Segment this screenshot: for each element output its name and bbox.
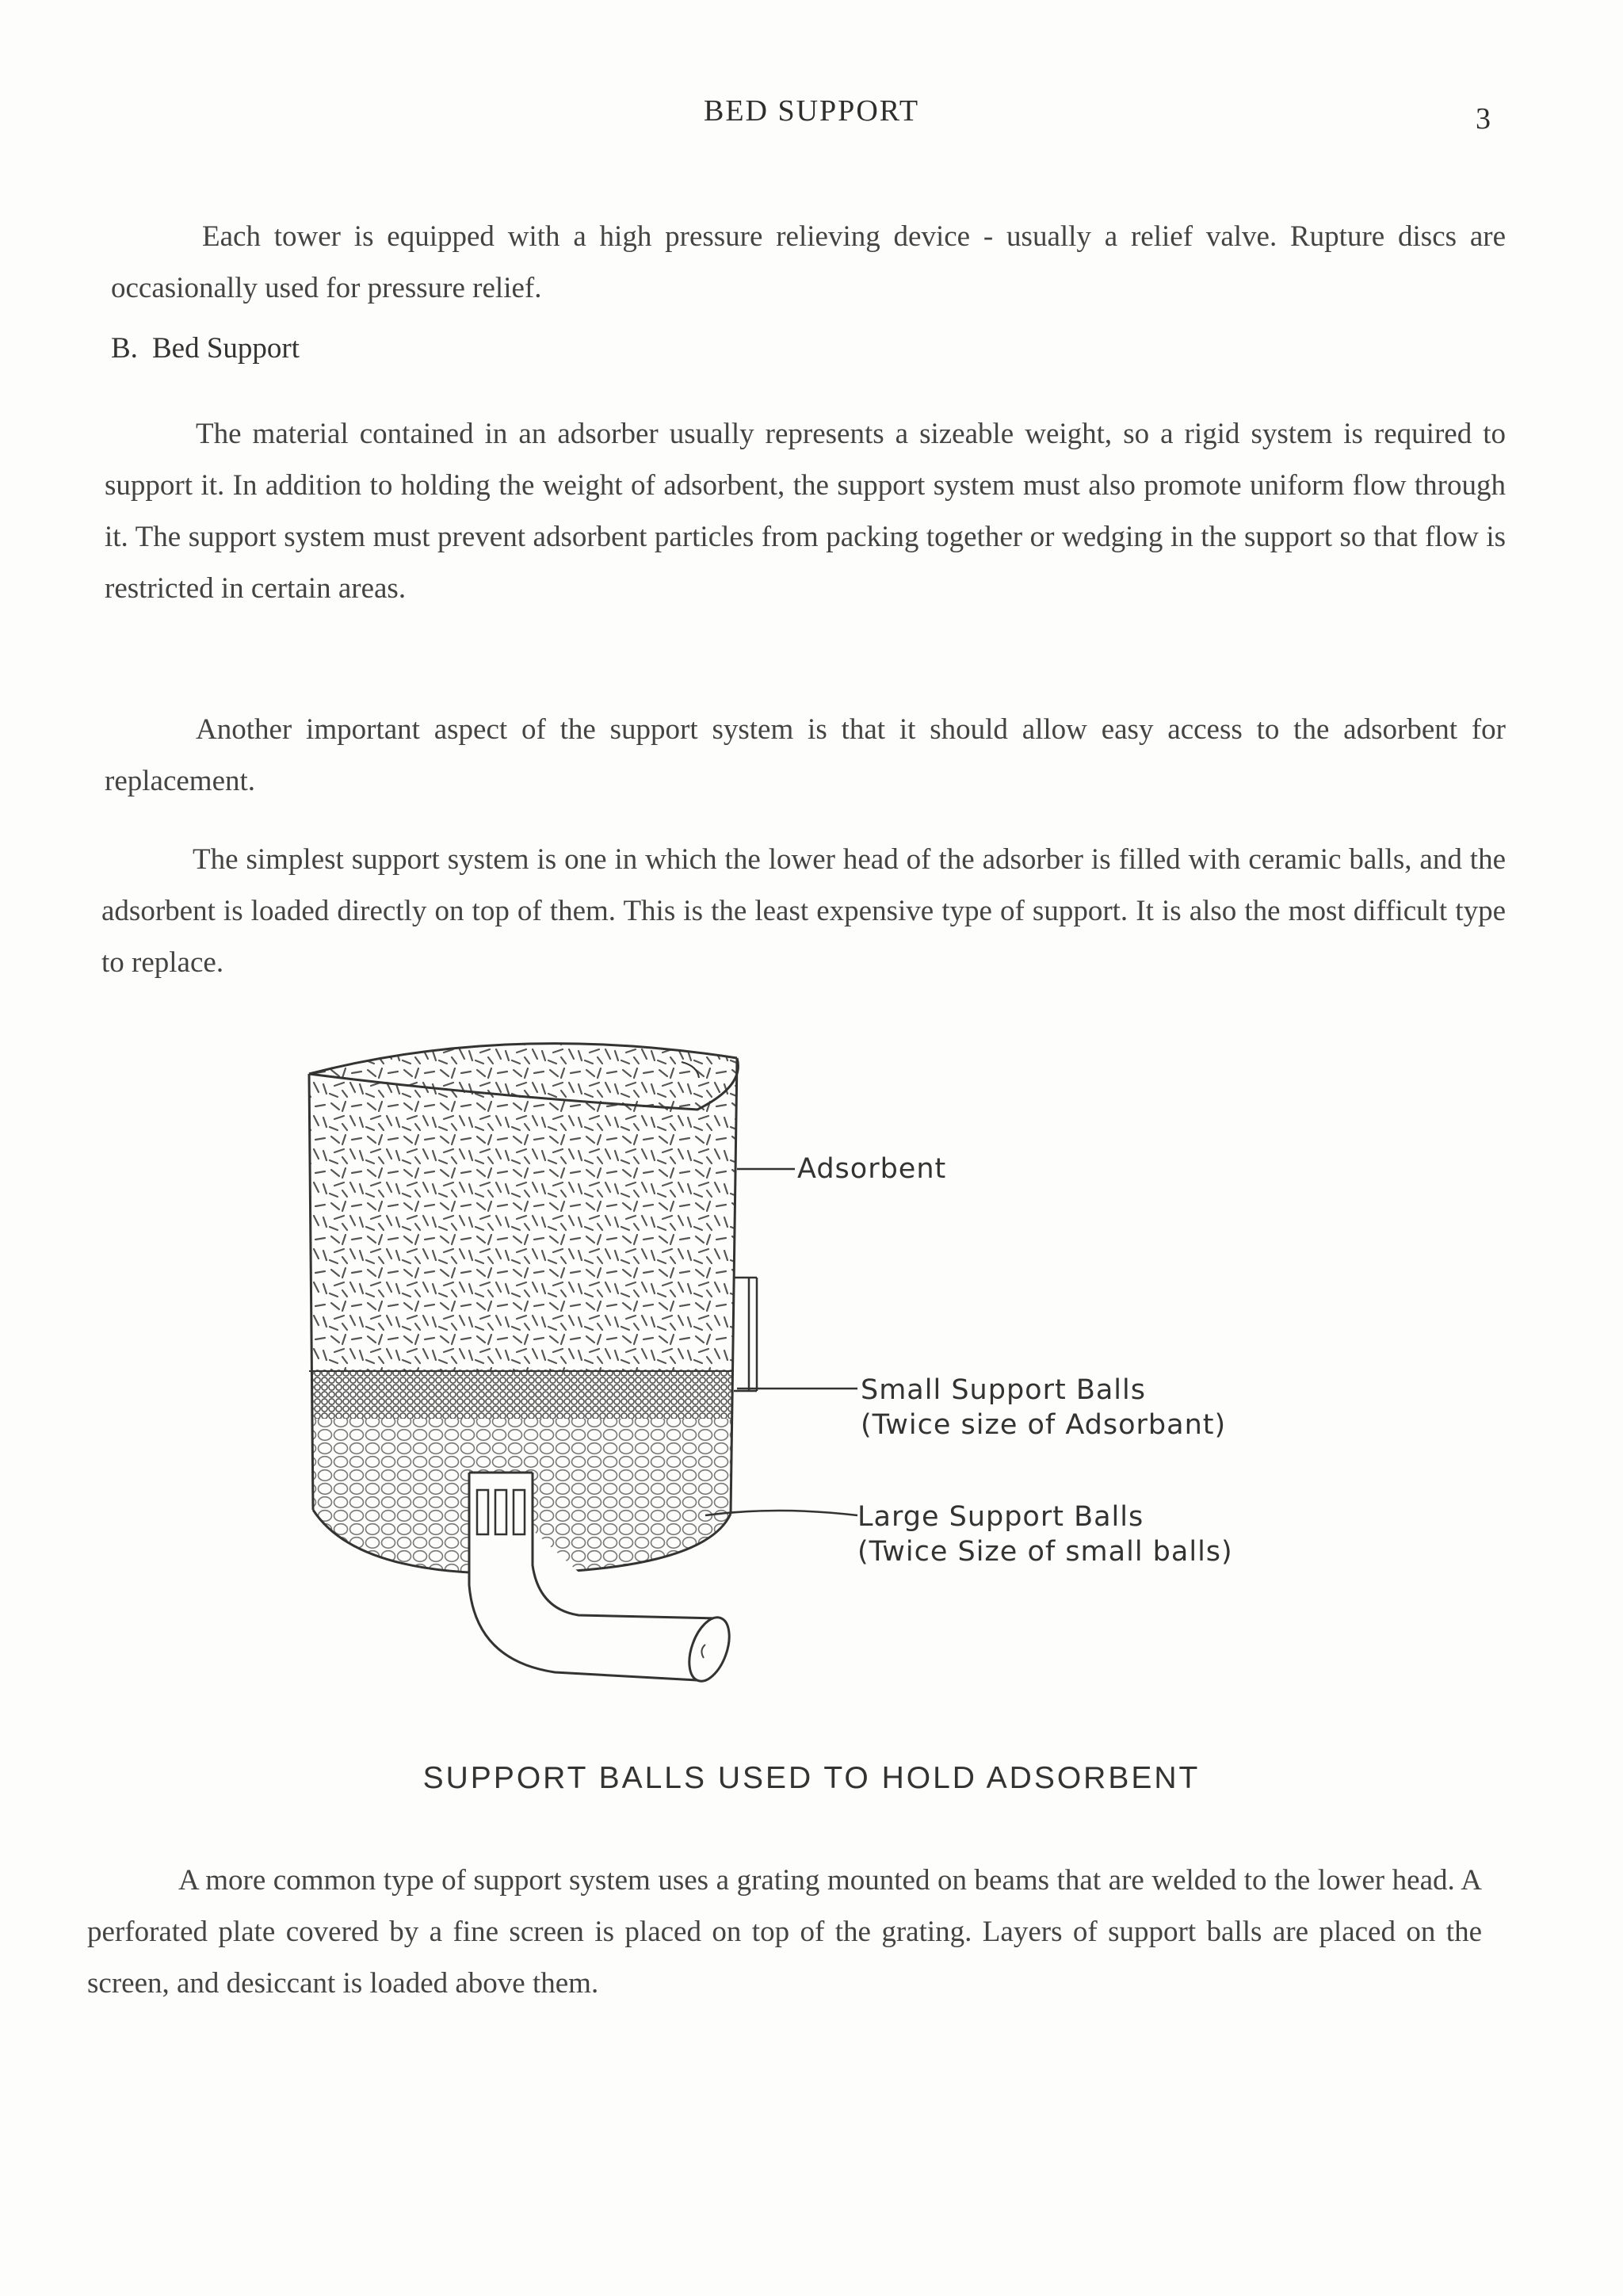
running-header-title: BED SUPPORT	[703, 94, 920, 128]
small-support-balls-layer	[301, 1370, 745, 1419]
paragraph-text: Each tower is equipped with a high pressure relieving device - usually a relief valve. Rupture discs are occasionally used for pressure relief.	[111, 220, 1506, 304]
sight-glass	[734, 1278, 757, 1391]
paragraph-common-support	[87, 1855, 1482, 2009]
label-large-support-balls-line1: Large Support Balls	[857, 1501, 1144, 1533]
adsorbent-layer	[301, 1022, 745, 1371]
label-small-support-balls-line1: Small Support Balls	[861, 1374, 1146, 1406]
section-title: Bed Support	[152, 332, 300, 365]
label-adsorbent: Adsorbent	[797, 1153, 947, 1185]
paragraph-text: The simplest support system is one in which the lower head of the adsorber is filled with ceramic balls, and the adsorbent is loaded directly on top of them. This is the least expensive type of support. It is also the most difficult type to replace.	[101, 843, 1506, 979]
section-letter: B.	[111, 332, 138, 365]
label-large-support-balls-line2: (Twice Size of small balls)	[857, 1536, 1233, 1568]
paragraph-text: Another important aspect of the support system is that it should allow easy access to the adsorbent for replacement.	[105, 713, 1506, 797]
label-small-support-balls-line2: (Twice size of Adsorbant)	[861, 1409, 1227, 1441]
figure-caption: SUPPORT BALLS USED TO HOLD ADSORBENT	[422, 1761, 1201, 1795]
paragraph-text: A more common type of support system uses a grating mounted on beams that are welded to the lower head. A perforated plate covered by a fine screen is placed on top of the grating. Layers of support balls are placed on the screen, and desiccant is loaded above them.	[87, 1864, 1482, 2000]
label-large-support-balls	[857, 1499, 1233, 1569]
page-number: 3	[1476, 102, 1491, 136]
paragraph-text: The material contained in an adsorber usually represents a sizeable weight, so a rigid system is required to support it. In addition to holding the weight of adsorbent, the support system must also promote uniform flow through it. The support system must prevent adsorbent particles from packing together or wedging in the support so that flow is restricted in certain areas.	[105, 418, 1506, 605]
label-small-support-balls	[861, 1373, 1226, 1442]
